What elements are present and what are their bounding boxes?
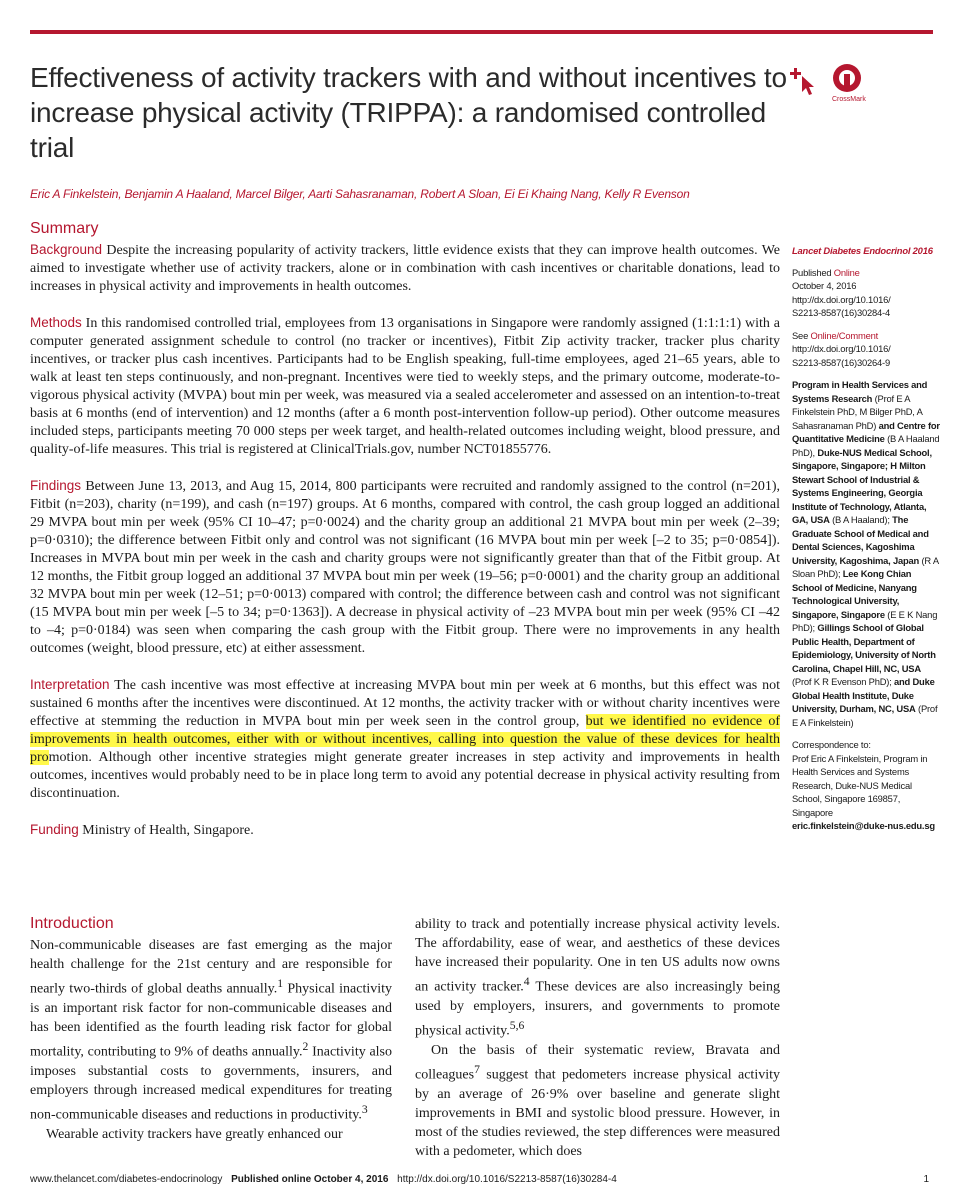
funding-text: Ministry of Health, Singapore. [82,823,254,838]
intro-text: These devices are also increasingly being used by employers, insurers, and governments to promote physical activity. [415,979,780,1039]
footer-site-link[interactable]: www.thelancet.com/diabetes-endocrinology [30,1174,223,1185]
affiliation-4-names: (R A Sloan PhD); [792,554,939,579]
intro-paragraph-2: Wearable activity trackers have greatly enhanced our [46,1126,343,1142]
reference-2[interactable]: 2 [302,1040,309,1054]
affiliation-1: Program in Health Services and Systems Research [792,379,928,404]
sidebar [792,244,942,842]
correspondence-email[interactable]: eric.finkelstein@duke-nus.edu.sg [792,820,935,831]
footer-published: Published online October 4, 2016 [231,1174,389,1185]
affiliation-2: Centre for Quantitative Medicine [792,419,940,444]
background-text: Despite the increasing popularity of activity trackers, little evidence exists that they can improve health outcomes. We aimed to investigate whether use of activity trackers, alone or in combination with cash incentives or charitable donations, lead to increases in physical activity and improvements in health outcomes. [30,243,781,294]
affiliation-and: and [878,419,895,431]
intro-col2-paragraph-1 [415,915,780,1041]
intro-text: Inactivity also imposes substantial costs to governments, insurers, and employers through increased medical expenditures for treating non-communicable diseases and reductions in productivity. [30,1044,392,1123]
correspondence-label: Correspondence to: [792,739,871,750]
summary-heading: Summary [30,220,99,237]
introduction-heading: Introduction [30,915,114,932]
abstract-funding [30,821,780,840]
comment-doi-link-cont[interactable]: S2213-8587(16)30264-9 [792,356,890,368]
correspondence [792,738,942,833]
affiliation-2-names: (B A Haaland PhD), [792,433,940,458]
see-label: See [792,329,809,341]
published-label: Published [792,266,832,278]
abstract-background [30,241,780,296]
reference-1[interactable]: 1 [277,977,284,991]
intro-paragraph-1 [30,936,392,1125]
affiliation-4: The Graduate School of Medical and Dental Sciences, Kagoshima University, Kagoshima, Japan [792,514,929,566]
methods-text: In this randomised controlled trial, employees from 13 organisations in Singapore were randomly assigned (1:1:1:1) with a computer generated assignment schedule to control (no tracker or incentives), Fitbit Zip activity tracker, tracker plus charity incentives, or tracker plus cash incentives. Participants had to be English speaking, full-time employees, aged 21–65 years, able to walk at least ten steps continuously, and non-pregnant. Incentives were tied to weekly steps, and the primary outcome, moderate-to-vigorous physical activity (MVPA) bout min per week, was measured via a sealed accelerometer and assessed on an intention-to-treat basis at 6 months (end of intervention) and 12 months (after a 6 month post-intervention follow-up period). Other outcome measures included steps, participants meeting 70 000 steps per week target, and health-related outcomes including weight, blood pressure, and quality-of-life measures. This trial is registered at ClinicalTrials.gov, number NCT01855776. [30,316,781,457]
see-comment [792,329,942,370]
crossmark-badge[interactable] [790,62,870,106]
author-list: Eric A Finkelstein, Benjamin A Haaland, Marcel Bilger, Aarti Sahasranaman, Robert A Sloan, Ei Ei Khaing Nang, Kelly R Evenson [30,187,690,201]
abstract-findings [30,477,780,658]
page-number: 1 [923,1174,929,1185]
affiliation-5: Lee Kong Chian School of Medicine, Nanyang Technological University, Singapore, Singapore [792,568,917,620]
abstract-interpretation [30,676,780,803]
article-title: Effectiveness of activity trackers with and without incentives to increase physical activity (TRIPPA): a randomised controlled trial [30,62,787,163]
affiliations [792,378,942,729]
affiliation-6-names: (Prof K R Evenson PhD); [792,676,892,687]
affiliation-3-names: (B A Haaland); [832,514,890,525]
affiliation-7: and Duke Global Health Institute, Duke University, Durham, NC, USA [792,676,935,714]
affiliation-1-names: (Prof E A Finkelstein PhD, M Bilger PhD, A Sahasranaman PhD) [792,392,923,431]
page-footer [30,1174,933,1185]
journal-reference: Lancet Diabetes Endocrinol 2016 [792,245,933,256]
methods-label: Methods [30,315,82,330]
published-online-link[interactable]: Online [833,266,860,278]
background-label: Background [30,242,103,257]
intro-text: suggest that pedometers increase physical activity by an average of 26·9% over baseline and generate slight improvements in BMI and systolic blood pressure. However, in most of the studies reviewed, the step differences were measured with a pedometer, which does [415,1067,780,1159]
intro-text: ability to track and potentially increase physical activity levels. The affordability, ease of wear, and aesthetics of these devices have increased their popularity. One in ten US adults now owns an activity tracker. [415,917,780,995]
reference-7[interactable]: 7 [474,1062,480,1076]
affiliation-3: Duke-NUS Medical School, Singapore, Singapore; H Milton Stewart School of Industrial & Systems Engineering, Georgia Institute of Technology, Atlanta, GA, USA [792,446,932,525]
intro-column-1 [30,936,392,1144]
doi-link-cont[interactable]: S2213-8587(16)30284-4 [792,307,890,318]
interpretation-label: Interpretation [30,677,110,692]
funding-label: Funding [30,822,79,837]
intro-column-2 [415,915,780,1161]
affiliation-7-names: (Prof E A Finkelstein) [792,703,938,728]
crossmark-label: CrossMark [832,96,866,103]
findings-text: Between June 13, 2013, and Aug 15, 2014, 800 participants were recruited and randomly assigned to the control (n=201), Fitbit (n=203), charity (n=199), and cash (n=197) groups. At 6 months, compared with control, the cash group logged an additional 29 MVPA bout min per week (95% CI 10–47; p=0·0024) and the charity group an additional 21 MVPA bout min per week (2–39; p=0·0310); the difference between Fitbit only and control was not significant (16 MVPA bout min per week [–2 to 35; p=0·0854]). Increases in MVPA bout min per week in the cash and charity groups were not significantly greater than that of the Fitbit group. At 12 months, the Fitbit group logged an additional 37 MVPA bout min per week (19–56; p=0·0001) and the charity group an additional 32 MVPA bout min per week (12–51; p=0·0013) compared with control; the difference between cash and control was not significant (15 MVPA bout min per week [–5 to 34; p=0·1363]). A decrease in physical activity of –23 MVPA bout min per week (95% CI –42 to –4; p=0·0184) was seen when comparing the cash group with the Fitbit group. There were no improvements in any health outcomes (weight, blood pressure, etc) at either assessment. [30,479,781,656]
interpretation-text-cont: motion. Although other incentive strategies might generate greater increases in step activity and improvements in health outcomes, incentives would probably need to be in place long term to avoid any potential decrease in physical activity resulting from discontinuation. [30,750,780,801]
interpretation-text: The cash incentive was most effective at increasing MVPA bout min per week at 6 months, but this effect was not sustained 6 months after the incentives were discontinued. At 12 months, the activity tracker with or without charity incentives were effective at stemming the reduction in MVPA bout min per week seen in the control group, [30,678,780,729]
intro-text: On the basis of their systematic review, Bravata and colleagues [415,1042,780,1083]
findings-label: Findings [30,478,82,493]
affiliation-5-names: (E E K Nang PhD); [792,608,938,633]
affiliation-6: Gillings School of Global Public Health, Department of Epidemiology, University of North Carolina, Chapel Hill, NC, USA [792,622,936,674]
top-rule [30,30,933,34]
comment-doi-link[interactable]: http://dx.doi.org/10.1016/ [792,343,891,354]
abstract-methods [30,314,780,459]
reference-4[interactable]: 4 [523,975,530,989]
comment-link[interactable]: Online/Comment [810,329,879,341]
highlighted-text[interactable]: but we identified no evidence of improvements in health outcomes, either with or without incentives, calling into question the value of these devices for health pro [30,714,781,765]
intro-text: Physical inactivity is an important risk factor for non-communicable diseases and has been identified as the fourth leading risk factor for global mortality, contributing to 9% of deaths annually. [30,981,393,1060]
abstract [30,241,780,858]
reference-5-6[interactable]: 5,6 [509,1019,525,1033]
reference-3[interactable]: 3 [361,1103,368,1117]
published-date: October 4, 2016 [792,280,857,291]
footer-doi-link[interactable]: http://dx.doi.org/10.1016/S2213-8587(16)30284-4 [397,1174,617,1185]
doi-link[interactable]: http://dx.doi.org/10.1016/ [792,293,891,305]
intro-text: Non-communicable diseases are fast emerging as the major health challenge for the 21st century and are responsible for nearly two-thirds of global deaths annually. [30,938,392,997]
published-info [792,266,942,320]
intro-col2-paragraph-2 [415,1041,780,1161]
correspondence-address: Prof Eric A Finkelstein, Program in Health Services and Systems Research, Duke-NUS Medical School, Singapore 169857, Singapore [792,752,928,818]
